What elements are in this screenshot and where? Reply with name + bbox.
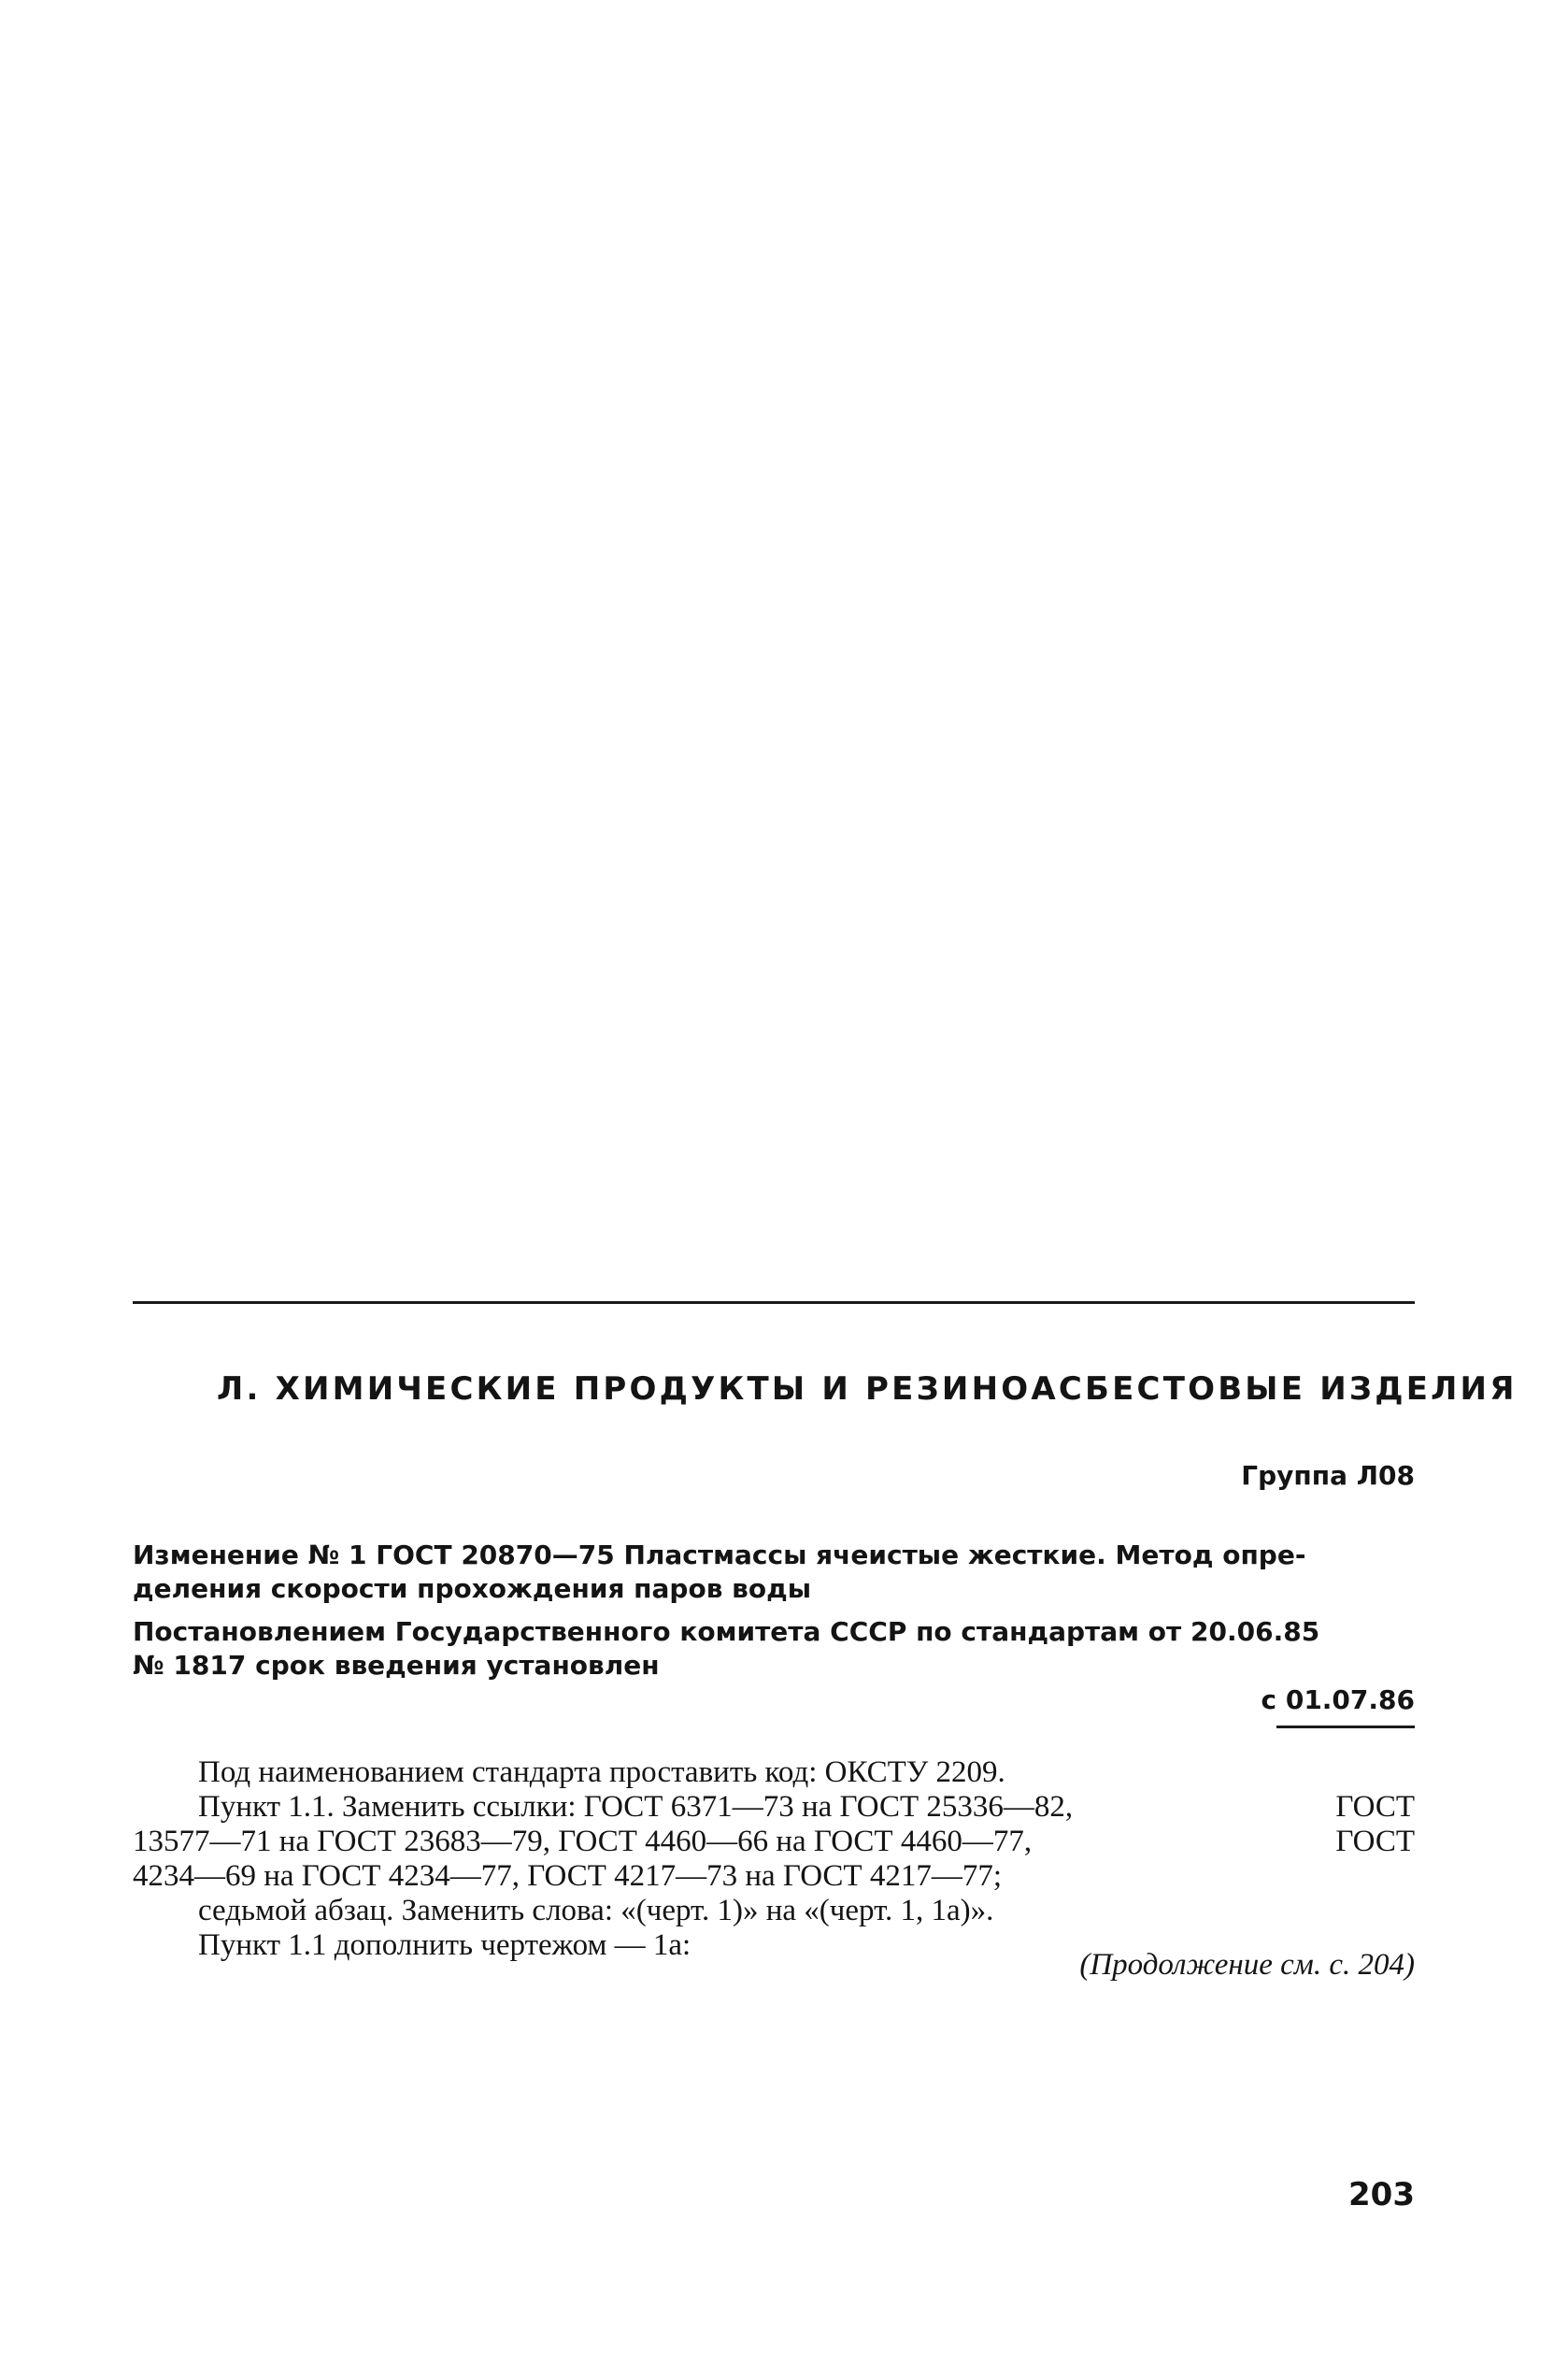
page-number: 203 xyxy=(1348,2176,1415,2213)
section-title: Л. ХИМИЧЕСКИЕ ПРОДУКТЫ И РЕЗИНОАСБЕСТОВЫЕ ИЗДЕЛИЯ xyxy=(217,1370,1518,1408)
paragraph-1-1-line-2-end: ГОСТ xyxy=(1335,1825,1415,1858)
paragraph-1-1-line-1-end: ГОСТ xyxy=(1335,1790,1415,1824)
paragraph-1-1-line-2-text: 13577—71 на ГОСТ 23683—79, ГОСТ 4460—66 на ГОСТ 4460—77, xyxy=(133,1825,1033,1858)
paragraph-1-1-line-1-text: Пункт 1.1. Заменить ссылки: ГОСТ 6371—73 на ГОСТ 25336—82, xyxy=(198,1790,1074,1824)
paragraph-1-1-line-3: 4234—69 на ГОСТ 4234—77, ГОСТ 4217—73 на ГОСТ 4217—77; xyxy=(133,1859,1003,1893)
paragraph-1-1-line-1 xyxy=(133,1790,1415,1825)
change-heading-line-2: деления скорости прохождения паров воды xyxy=(133,1573,812,1604)
top-rule xyxy=(133,1301,1415,1304)
change-heading-line-1: Изменение № 1 ГОСТ 20870—75 Пластмассы ячеистые жесткие. Метод опре- xyxy=(133,1540,1306,1570)
paragraph-1-1-line-2 xyxy=(133,1825,1415,1859)
change-heading xyxy=(133,1539,1415,1606)
decree-block xyxy=(133,1615,1415,1683)
decree-line-2: № 1817 срок введения установлен xyxy=(133,1650,660,1681)
effective-date: с 01.07.86 xyxy=(1261,1684,1415,1715)
body-text xyxy=(133,1755,1415,1963)
effective-date-underline xyxy=(1276,1726,1415,1728)
paragraph-drawing: Пункт 1.1 дополнить чертежом — 1а: xyxy=(198,1928,691,1962)
paragraph-seventh: седьмой абзац. Заменить слова: «(черт. 1)» на «(черт. 1, 1а)». xyxy=(198,1894,994,1927)
continued-note: (Продолжение см. с. 204) xyxy=(1079,1948,1415,1982)
group-label: Группа Л08 xyxy=(1241,1460,1415,1491)
paragraph-okstu: Под наименованием стандарта проставить код: ОКСТУ 2209. xyxy=(198,1755,1005,1789)
decree-line-1: Постановлением Государственного комитета СССР по стандартам от 20.06.85 xyxy=(133,1616,1320,1647)
